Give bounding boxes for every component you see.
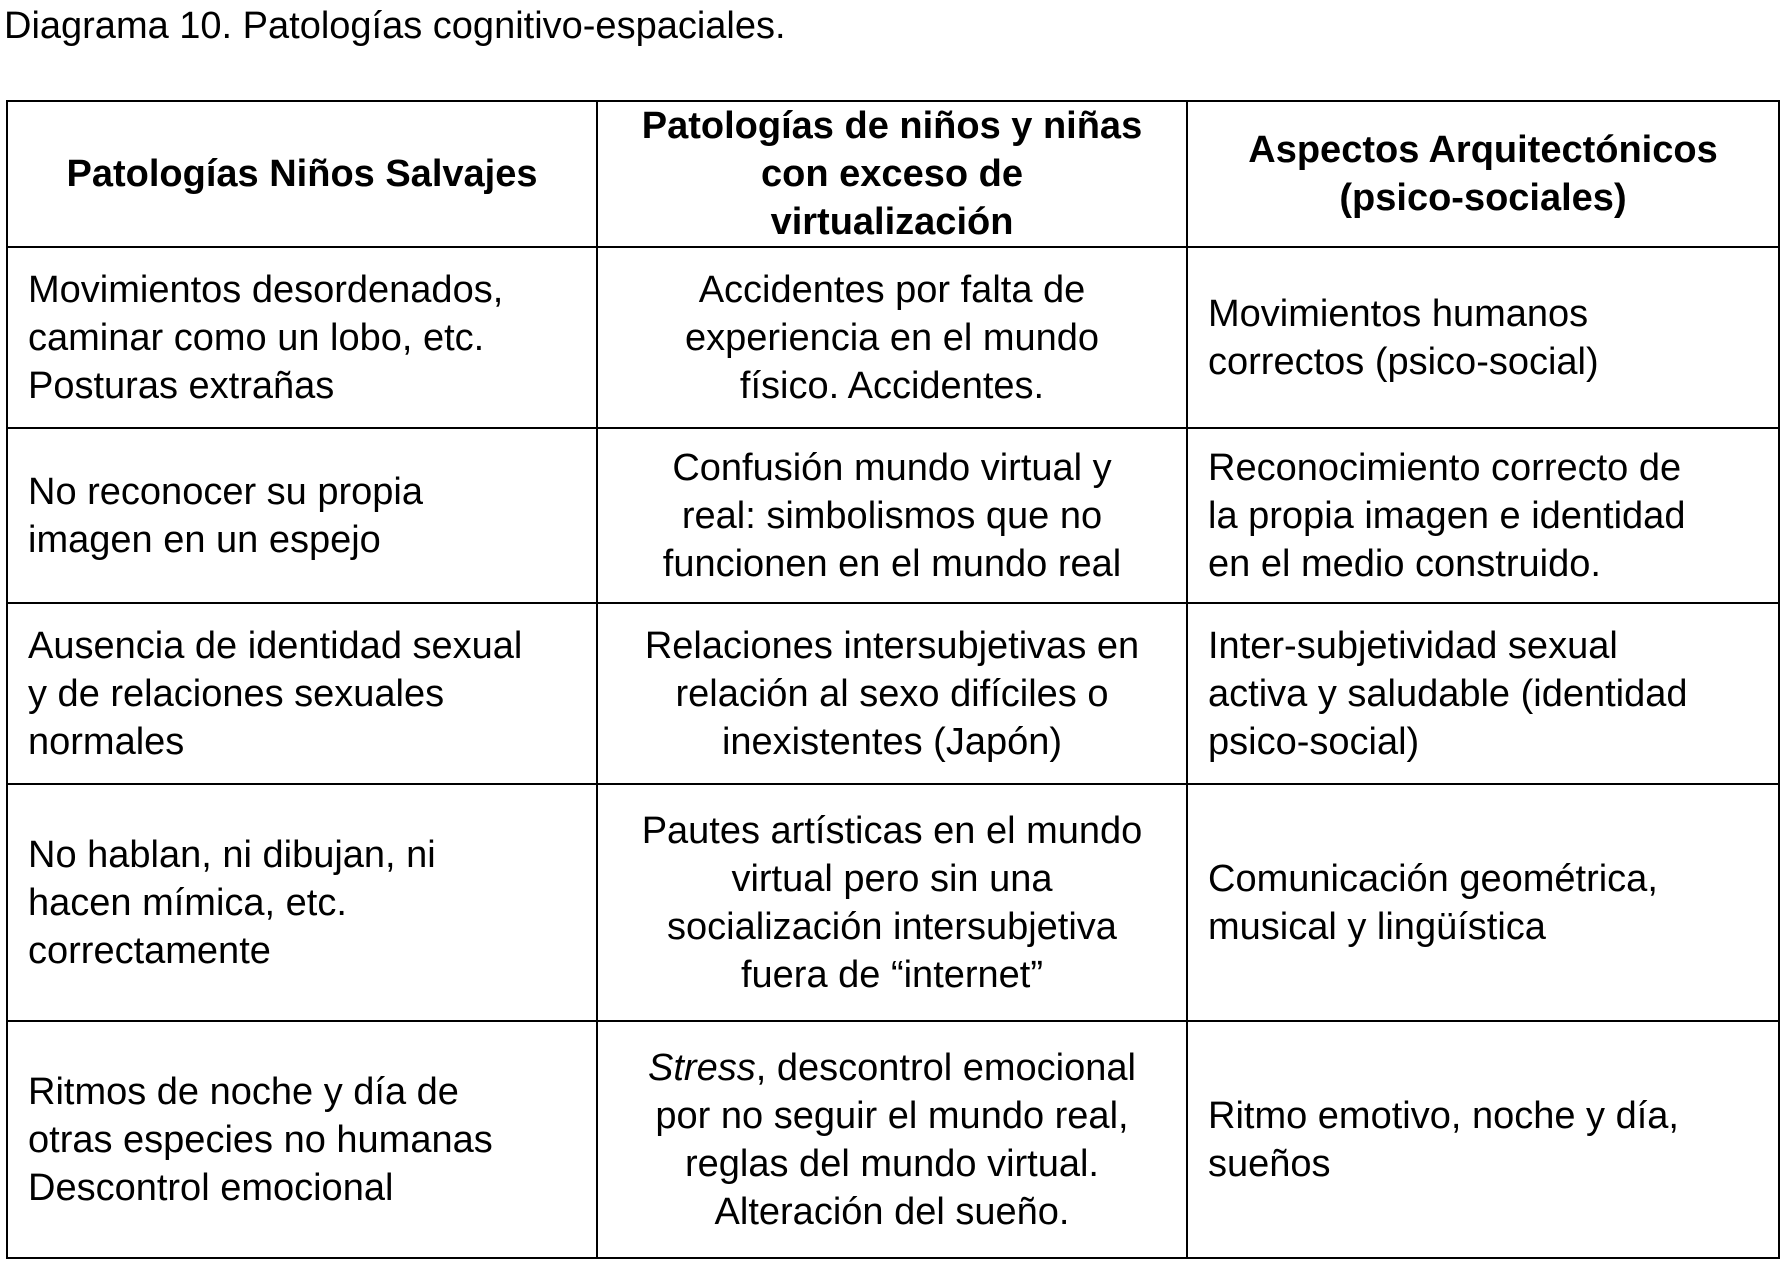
cell-feral — [7, 603, 597, 784]
cell-virtual — [597, 247, 1187, 428]
header-line: (psico-sociales) — [1339, 177, 1627, 219]
cell-line: Reconocimiento correcto de — [1208, 446, 1682, 489]
cell-line: Comunicación geométrica, — [1208, 857, 1658, 900]
cell-line: correctos (psico-social) — [1208, 340, 1599, 383]
cell-architectural — [1187, 603, 1779, 784]
cell-line: por no seguir el mundo real, — [655, 1094, 1129, 1137]
cell-line: funcionen en el mundo real — [662, 542, 1122, 585]
header-row — [7, 101, 1779, 247]
cell-line: normales — [28, 720, 185, 763]
table-row — [7, 428, 1779, 603]
cell-line: Confusión mundo virtual y — [672, 446, 1112, 489]
cell-feral — [7, 247, 597, 428]
table-row — [7, 784, 1779, 1021]
cell-line: Ritmos de noche y día de — [28, 1070, 459, 1113]
cell-line: activa y saludable (identidad — [1208, 672, 1688, 715]
cell-line: correctamente — [28, 929, 271, 972]
cell-line: No reconocer su propia — [28, 470, 423, 513]
cell-line: Ausencia de identidad sexual — [28, 624, 523, 667]
cell-line: musical y lingüística — [1208, 905, 1546, 948]
cell-line: fuera de “internet” — [740, 953, 1044, 996]
cell-line: reglas del mundo virtual. — [685, 1142, 1099, 1185]
cell-architectural — [1187, 247, 1779, 428]
header-line: Aspectos Arquitectónicos — [1248, 129, 1718, 171]
cell-line: la propia imagen e identidad — [1208, 494, 1686, 537]
cell-line: Alteración del sueño. — [714, 1190, 1070, 1233]
cell-line: Relaciones intersubjetivas en — [644, 624, 1140, 667]
header-architectural-aspects — [1187, 101, 1779, 247]
header-line: virtualización — [770, 201, 1014, 243]
cell-line: real: simbolismos que no — [681, 494, 1103, 537]
cell-line: Inter-subjetividad sexual — [1208, 624, 1618, 667]
cell-line: Pautes artísticas en el mundo — [641, 809, 1143, 852]
cell-line: Accidentes por falta de — [698, 268, 1086, 311]
header-virtualization — [597, 101, 1187, 247]
cell-line: y de relaciones sexuales — [28, 672, 445, 715]
cell-line: Posturas extrañas — [28, 364, 335, 407]
cell-feral — [7, 1021, 597, 1258]
cell-line: Movimientos desordenados, — [28, 268, 504, 311]
cell-line: Ritmo emotivo, noche y día, — [1208, 1094, 1679, 1137]
cell-line: experiencia en el mundo — [684, 316, 1100, 359]
cell-line: sueños — [1208, 1142, 1331, 1185]
pathologies-table — [6, 100, 1780, 1259]
cell-line: No hablan, ni dibujan, ni — [28, 833, 436, 876]
cell-line-rest: , descontrol emocional — [755, 1046, 1136, 1089]
cell-line: relación al sexo difíciles o — [675, 672, 1109, 715]
cell-virtual — [597, 1021, 1187, 1258]
cell-line: inexistentes (Japón) — [721, 720, 1063, 763]
table-row — [7, 247, 1779, 428]
cell-line: en el medio construido. — [1208, 542, 1601, 585]
header-feral-children — [7, 101, 597, 247]
cell-line: Descontrol emocional — [28, 1166, 394, 1209]
cell-architectural — [1187, 1021, 1779, 1258]
table-row — [7, 603, 1779, 784]
cell-line: virtual pero sin una — [731, 857, 1053, 900]
cell-virtual — [597, 603, 1187, 784]
cell-virtual — [597, 428, 1187, 603]
header-line: Patologías Niños Salvajes — [66, 153, 538, 195]
table-row — [7, 1021, 1779, 1258]
cell-architectural — [1187, 428, 1779, 603]
cell-feral — [7, 784, 597, 1021]
cell-line: hacen mímica, etc. — [28, 881, 347, 924]
cell-line: físico. Accidentes. — [739, 364, 1045, 407]
header-line: con exceso de — [761, 153, 1023, 195]
italic-term: Stress — [648, 1046, 756, 1089]
cell-line: caminar como un lobo, etc. — [28, 316, 485, 359]
header-line: Patologías de niños y niñas — [641, 105, 1143, 147]
cell-virtual — [597, 784, 1187, 1021]
diagram-caption: Diagrama 10. Patologías cognitivo-espaciales. — [4, 5, 786, 47]
cell-line: Movimientos humanos — [1208, 292, 1589, 335]
cell-line: otras especies no humanas — [28, 1118, 493, 1161]
cell-line: imagen en un espejo — [28, 518, 381, 561]
cell-architectural — [1187, 784, 1779, 1021]
cell-line — [618, 1044, 1166, 1092]
cell-feral — [7, 428, 597, 603]
cell-line: psico-social) — [1208, 720, 1420, 763]
cell-line: socialización intersubjetiva — [667, 905, 1117, 948]
